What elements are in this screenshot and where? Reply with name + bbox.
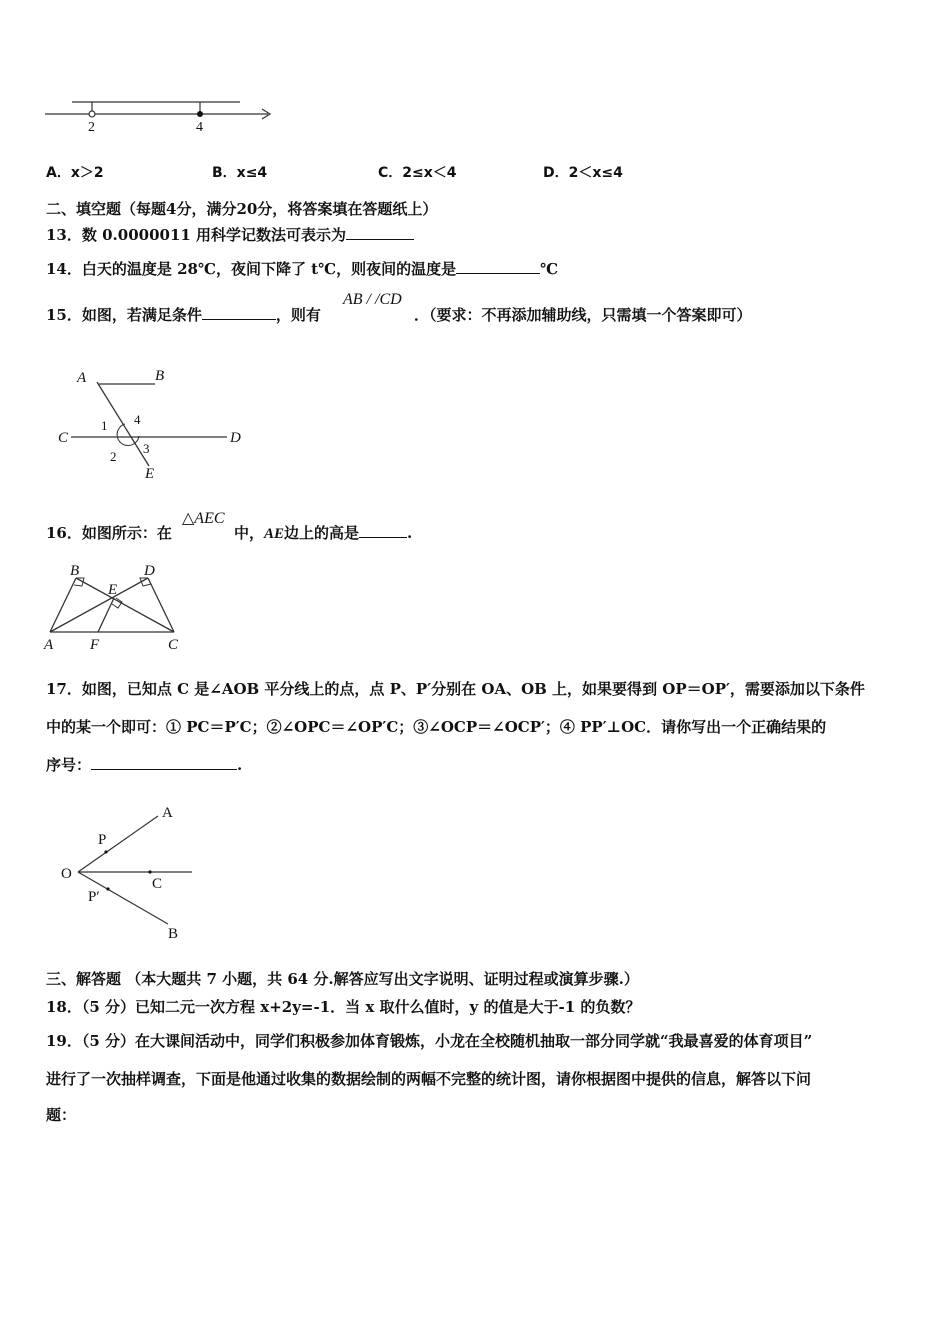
question-13 bbox=[46, 224, 414, 245]
segment-dc bbox=[148, 578, 174, 632]
section-2-title: 二、填空题（每题4分，满分20分，将答案填在答题纸上） bbox=[46, 200, 438, 218]
option-b-text: x≤4 bbox=[236, 165, 268, 181]
q17-figure bbox=[58, 798, 208, 946]
fig17-label-a: A bbox=[162, 805, 173, 821]
fig15-angle-1: 1 bbox=[101, 418, 108, 433]
open-point-2 bbox=[89, 111, 95, 117]
q13-text: 13．数 0.0000011 用科学记数法可表示为 bbox=[46, 226, 347, 244]
fig15-label-b: B bbox=[155, 368, 165, 384]
fig15-angle-2: 2 bbox=[110, 449, 117, 464]
tick-label-2: 2 bbox=[88, 120, 95, 135]
option-c-letter: C． bbox=[378, 165, 403, 181]
q16-formula: △AEC bbox=[182, 510, 225, 527]
question-16 bbox=[46, 522, 172, 543]
q14-unit: ℃ bbox=[540, 260, 559, 278]
fig16-label-a: A bbox=[44, 637, 54, 653]
q16-rest bbox=[234, 522, 412, 543]
q19-line-2: 进行了一次抽样调查，下面是他通过收集的数据绘制的两幅不完整的统计图，请你根据图中提供的信息，解答以下问 bbox=[46, 1070, 812, 1088]
tick-label-4: 4 bbox=[196, 120, 203, 135]
q14-text: 14．白天的温度是 28℃，夜间下降了 t℃，则夜间的温度是 bbox=[46, 260, 457, 278]
segment-ef bbox=[98, 598, 114, 632]
q15-answer-blank[interactable] bbox=[202, 305, 276, 320]
point-p bbox=[104, 850, 107, 853]
question-15 bbox=[46, 304, 321, 325]
option-d-text: 2＜x≤4 bbox=[568, 165, 623, 181]
fig16-label-e: E bbox=[108, 582, 118, 598]
q15-text-a: 15．如图，若满足条件 bbox=[46, 306, 202, 324]
q16-figure bbox=[42, 560, 192, 654]
point-p-prime bbox=[106, 887, 109, 890]
q17-answer-blank[interactable] bbox=[91, 755, 237, 770]
q17-line-3-label: 序号： bbox=[46, 756, 92, 774]
option-a-letter: A． bbox=[46, 165, 71, 181]
fig16-label-b: B bbox=[70, 563, 80, 579]
q16-text-a: 16．如图所示：在 bbox=[46, 524, 172, 542]
fig17-label-p: P bbox=[98, 832, 107, 848]
fig15-angle-4: 4 bbox=[134, 412, 141, 427]
fig15-label-e: E bbox=[145, 466, 155, 482]
fig16-label-c: C bbox=[168, 637, 179, 653]
q16-text-c: 边上的高是 bbox=[284, 524, 360, 542]
q19-line-1: 19．（5 分）在大课间活动中，同学们积极参加体育锻炼，小龙在全校随机抽取一部分同学就“我最喜爱的体育项目” bbox=[46, 1032, 813, 1050]
fig15-label-d: D bbox=[230, 430, 241, 446]
option-d-letter: D． bbox=[543, 165, 569, 181]
q15-text-c: ．（要求：不再添加辅助线，只需填一个答案即可） bbox=[414, 306, 752, 324]
q14-answer-blank[interactable] bbox=[456, 259, 540, 274]
ray-oa bbox=[78, 816, 158, 872]
fig17-label-o: O bbox=[61, 866, 72, 882]
fig16-label-f: F bbox=[90, 637, 100, 653]
number-line-figure bbox=[40, 92, 280, 136]
q16-answer-blank[interactable] bbox=[359, 523, 407, 538]
q17-line-3 bbox=[46, 754, 242, 775]
q17-line-2: 中的某一个即可：① PC＝P′C；②∠OPC＝∠OP′C；③∠OCP＝∠OCP′；④ PP′⊥OC．请你写出一个正确结果的 bbox=[46, 718, 827, 736]
q16-text-b: 中， bbox=[234, 524, 265, 542]
fig15-label-a: A bbox=[77, 370, 87, 386]
segment-bc bbox=[76, 578, 174, 632]
q16-ae: AE bbox=[264, 526, 285, 542]
fig17-label-c: C bbox=[152, 876, 163, 892]
segment-ad bbox=[50, 578, 148, 632]
fig17-label-p-prime: P′ bbox=[88, 889, 100, 905]
q16-text-d: . bbox=[407, 524, 413, 542]
q13-answer-blank[interactable] bbox=[346, 225, 414, 240]
section-3-title: 三、解答题 （本大题共 7 小题，共 64 分.解答应写出文字说明、证明过程或演算步骤.） bbox=[46, 970, 639, 988]
fig15-label-c: C bbox=[58, 430, 69, 446]
fig15-angle-3: 3 bbox=[143, 441, 150, 456]
question-14 bbox=[46, 258, 558, 279]
segment-ab bbox=[50, 578, 76, 632]
option-b[interactable] bbox=[212, 162, 267, 182]
q15-text-b: ，则有 bbox=[275, 306, 321, 324]
fig17-label-b: B bbox=[168, 926, 179, 942]
point-c bbox=[148, 870, 151, 873]
option-a-text: x＞2 bbox=[70, 165, 104, 181]
q19-line-3: 题： bbox=[46, 1106, 77, 1124]
option-a[interactable] bbox=[46, 162, 104, 182]
q15-figure bbox=[55, 362, 255, 482]
option-d[interactable] bbox=[543, 162, 623, 182]
option-c-text: 2≤x＜4 bbox=[402, 165, 457, 181]
option-c[interactable] bbox=[378, 162, 457, 182]
question-18: 18．（5 分）已知二元一次方程 x+2y=-1．当 x 取什么值时，y 的值是大于-1 的负数？ bbox=[46, 998, 641, 1016]
closed-point-4 bbox=[197, 111, 203, 117]
q15-formula: AB / /CD bbox=[343, 291, 402, 308]
fig16-label-d: D bbox=[144, 563, 155, 579]
angle-arc-marker bbox=[117, 424, 139, 446]
option-b-letter: B． bbox=[212, 165, 237, 181]
q17-line-1: 17．如图，已知点 C 是∠AOB 平分线上的点，点 P、P′分别在 OA、OB 上，如果要得到 OP＝OP′，需要添加以下条件 bbox=[46, 680, 865, 698]
q17-line-3-end: . bbox=[237, 756, 243, 774]
